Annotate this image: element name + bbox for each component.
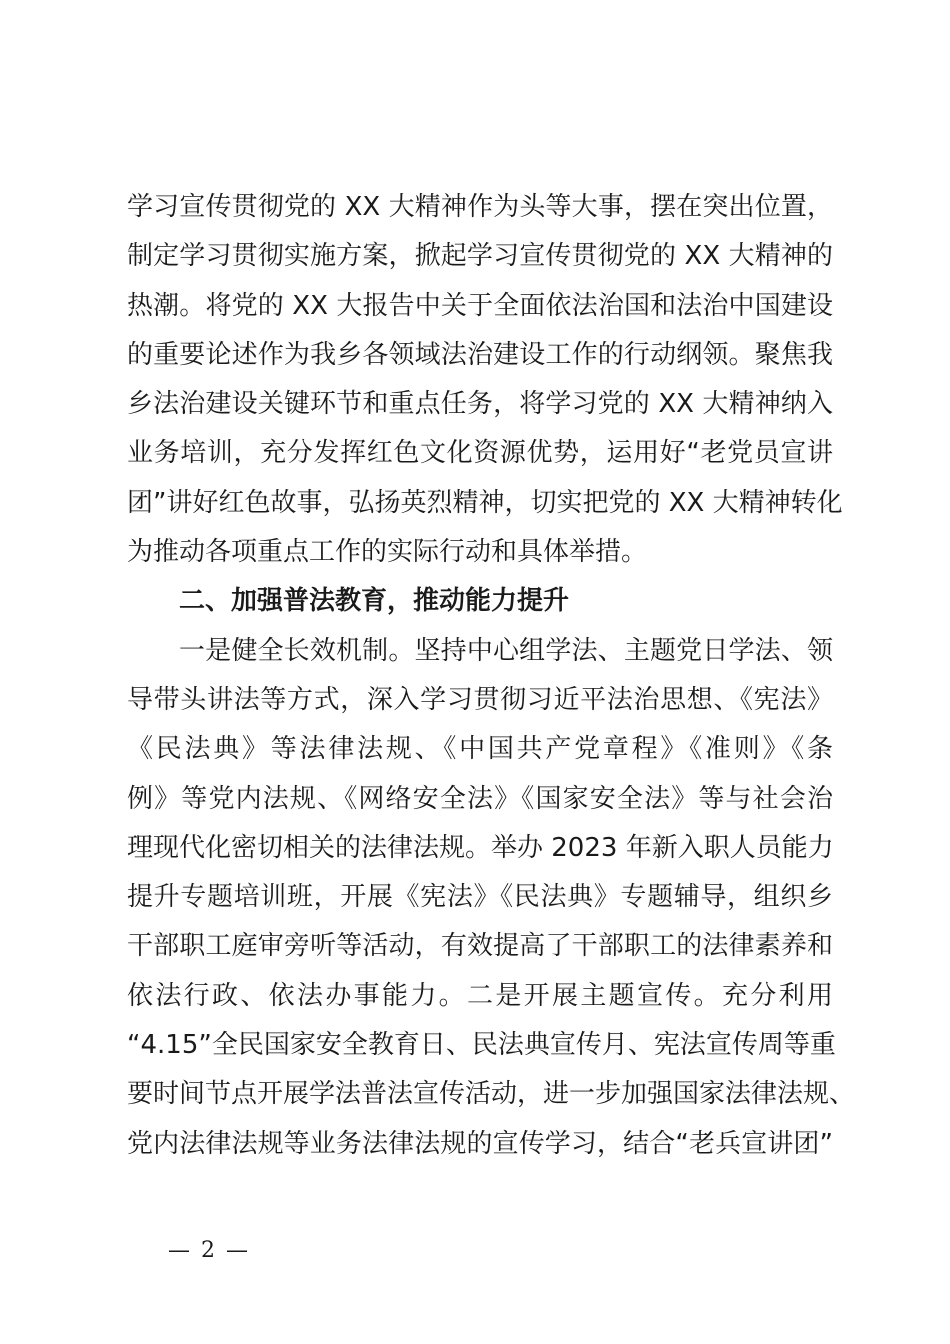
document-body <box>127 183 856 1169</box>
text-line: 制定学习贯彻实施方案，掀起学习宣传贯彻党的 XX 大精神的 <box>127 241 833 272</box>
text-line: 干部职工庭审旁听等活动，有效提高了干部职工的法律素养和 <box>127 931 833 962</box>
text-line: 《民法典》等法律法规、《中国共产党章程》《准则》《条 <box>127 734 833 765</box>
paragraph-1 <box>127 183 843 577</box>
text-line: 乡法治建设关键环节和重点任务，将学习党的 XX 大精神纳入 <box>127 389 833 420</box>
text-line: 党内法律法规等业务法律法规的宣传学习，结合“老兵宣讲团” <box>127 1128 833 1159</box>
text-line: 热潮。将党的 XX 大报告中关于全面依法治国和法治中国建设 <box>127 290 833 321</box>
text-line: 导带头讲法等方式，深入学习贯彻习近平法治思想、《宪法》 <box>127 684 833 715</box>
text-line: 团”讲好红色故事，弘扬英烈精神，切实把党的 XX 大精神转化 <box>127 487 843 518</box>
text-line: “4.15”全民国家安全教育日、民法典宣传月、宪法宣传周等重 <box>127 1030 836 1061</box>
text-line: 理现代化密切相关的法律法规。举办 2023 年新入职人员能力 <box>127 832 834 863</box>
text-line: 为推动各项重点工作的实际行动和具体举措。 <box>127 537 648 568</box>
text-line: 业务培训，充分发挥红色文化资源优势，运用好“老党员宣讲 <box>127 438 833 469</box>
text-line: 学习宣传贯彻党的 XX 大精神作为头等大事，摆在突出位置， <box>127 192 833 222</box>
page-number: — 2 — <box>168 1238 250 1263</box>
text-line: 依法行政、依法办事能力。二是开展主题宣传。充分利用 <box>127 980 833 1011</box>
text-line: 例》等党内法规、《网络安全法》《国家安全法》等与社会治 <box>127 783 833 814</box>
text-line: 一是健全长效机制。坚持中心组学法、主题党日学法、领 <box>179 635 833 666</box>
section-heading: 二、加强普法教育，推动能力提升 <box>179 586 570 617</box>
text-line: 的重要论述作为我乡各领域法治建设工作的行动纲领。聚焦我 <box>127 339 833 370</box>
text-line: 要时间节点开展学法普法宣传活动，进一步加强国家法律法规、 <box>127 1079 856 1110</box>
text-line: 提升专题培训班，开展《宪法》《民法典》专题辅导，组织乡 <box>127 882 833 913</box>
section-2-paragraph <box>127 627 856 1169</box>
